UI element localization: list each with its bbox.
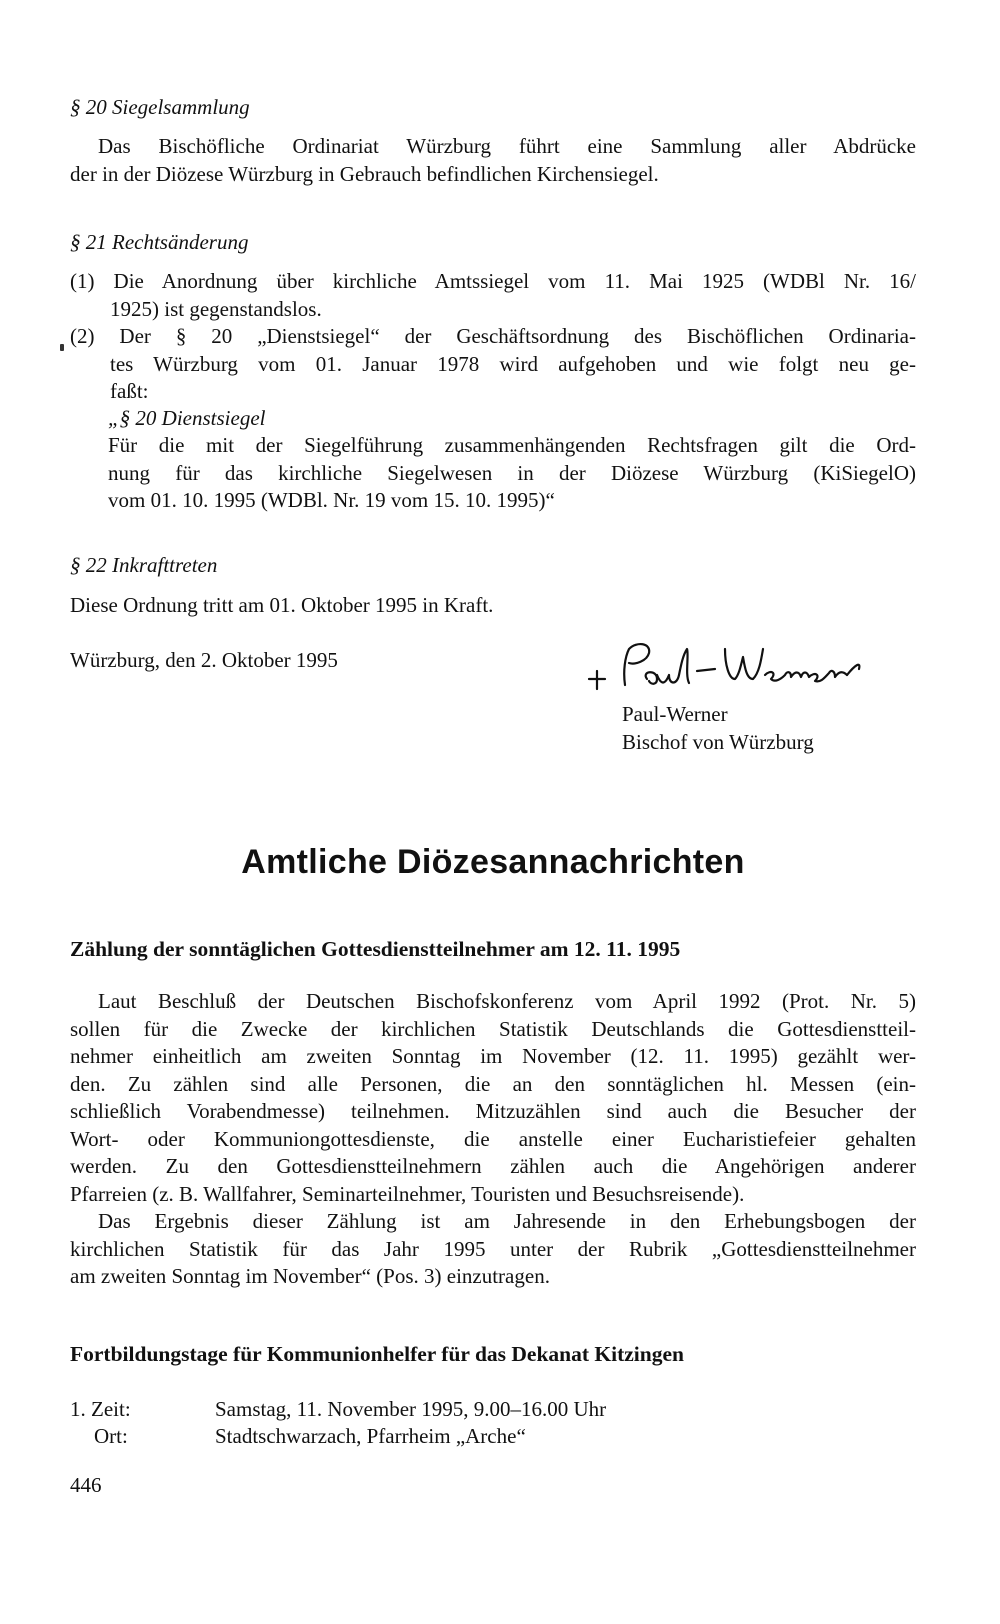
section-21-heading: § 21 Rechtsänderung xyxy=(70,230,249,254)
text-line: Laut Beschluß der Deutschen Bischofskonferenz vom April 1992 (Prot. Nr. 5) xyxy=(98,989,916,1013)
text-line: kirchlichen Statistik für das Jahr 1995 unter der Rubrik „Gottesdienstteilnehmer xyxy=(70,1236,916,1261)
margin-mark xyxy=(60,344,64,351)
signatory-title: Bischof von Würzburg xyxy=(622,730,814,754)
section-20-text xyxy=(70,133,916,188)
schedule-value: Stadtschwarzach, Pfarrheim „Arche“ xyxy=(215,1424,526,1448)
text-line: Das Ergebnis dieser Zählung ist am Jahresende in den Erhebungsbogen der xyxy=(98,1209,916,1233)
text-line: (2) Der § 20 „Dienstsiegel“ der Geschäftsordnung des Bischöflichen Ordinaria- xyxy=(70,324,916,348)
handwritten-signature xyxy=(585,635,915,695)
text-line: Für die mit der Siegelführung zusammenhängenden Rechtsfragen gilt die Ord- xyxy=(108,433,916,457)
place-date: Würzburg, den 2. Oktober 1995 xyxy=(70,648,338,672)
text-line: am zweiten Sonntag im November“ (Pos. 3) einzutragen. xyxy=(70,1264,550,1288)
article-1-para-1 xyxy=(70,988,916,1208)
text-line: schließlich Vorabendmesse) teilnehmen. Mitzuzählen sind auch die Besucher der xyxy=(70,1099,916,1123)
text-line: Pfarreien (z. B. Wallfahrer, Seminarteilnehmer, Touristen und Besuchsreisende). xyxy=(70,1181,745,1206)
text-line: (1) Die Anordnung über kirchliche Amtssiegel vom 11. Mai 1925 (WDBl Nr. 16/ xyxy=(70,269,916,293)
section-21-item-1 xyxy=(70,268,916,323)
schedule-value: Samstag, 11. November 1995, 9.00–16.00 Uhr xyxy=(215,1397,607,1421)
article-1-heading: Zählung der sonntäglichen Gottesdienstteilnehmer am 12. 11. 1995 xyxy=(70,937,681,961)
text-line: der in der Diözese Würzburg in Gebrauch befindlichen Kirchensiegel. xyxy=(70,161,659,186)
section-21-item-2 xyxy=(70,323,916,406)
text-line: tes Würzburg vom 01. Januar 1978 wird aufgehoben und wie folgt neu ge- xyxy=(110,351,916,376)
text-line: den. Zu zählen sind alle Personen, die an den sonntäglichen hl. Messen (ein- xyxy=(70,1071,916,1096)
article-1-para-2 xyxy=(70,1208,916,1291)
text-line: vom 01. 10. 1995 (WDBl. Nr. 19 vom 15. 10. 1995)“ xyxy=(108,488,555,512)
text-line: Das Bischöfliche Ordinariat Würzburg führt eine Sammlung aller Abdrücke xyxy=(98,134,916,158)
section-22-text: Diese Ordnung tritt am 01. Oktober 1995 in Kraft. xyxy=(70,593,494,617)
text-line: sollen für die Zwecke der kirchlichen Statistik Deutschlands die Gottesdienstteil- xyxy=(70,1016,916,1041)
section-title: Amtliche Diözesannachrichten xyxy=(241,843,745,881)
text-line: Wort- oder Kommuniongottesdienste, die anstelle einer Eucharistiefeier gehalten xyxy=(70,1126,916,1151)
article-2-heading: Fortbildungstage für Kommunionhelfer für das Dekanat Kitzingen xyxy=(70,1342,684,1366)
text-line: 1925) ist gegenstandslos. xyxy=(110,296,322,321)
page-number: 446 xyxy=(70,1473,102,1497)
text-line: nehmer einheitlich am zweiten Sonntag im November (12. 11. 1995) gezählt wer- xyxy=(70,1044,916,1068)
section-20-heading: § 20 Siegelsammlung xyxy=(70,95,250,119)
section-22-heading: § 22 Inkrafttreten xyxy=(70,553,218,577)
quote-text xyxy=(108,432,916,515)
schedule-label: 1. Zeit: xyxy=(70,1397,131,1421)
text-line: faßt: xyxy=(110,379,149,403)
quote-heading: „§ 20 Dienstsiegel xyxy=(108,406,266,430)
signatory-name: Paul-Werner xyxy=(622,702,728,726)
text-line: werden. Zu den Gottesdienstteilnehmern zählen auch die Angehörigen anderer xyxy=(70,1154,916,1178)
text-line: nung für das kirchliche Siegelwesen in der Diözese Würzburg (KiSiegelO) xyxy=(108,460,916,485)
schedule-label: Ort: xyxy=(94,1424,128,1448)
